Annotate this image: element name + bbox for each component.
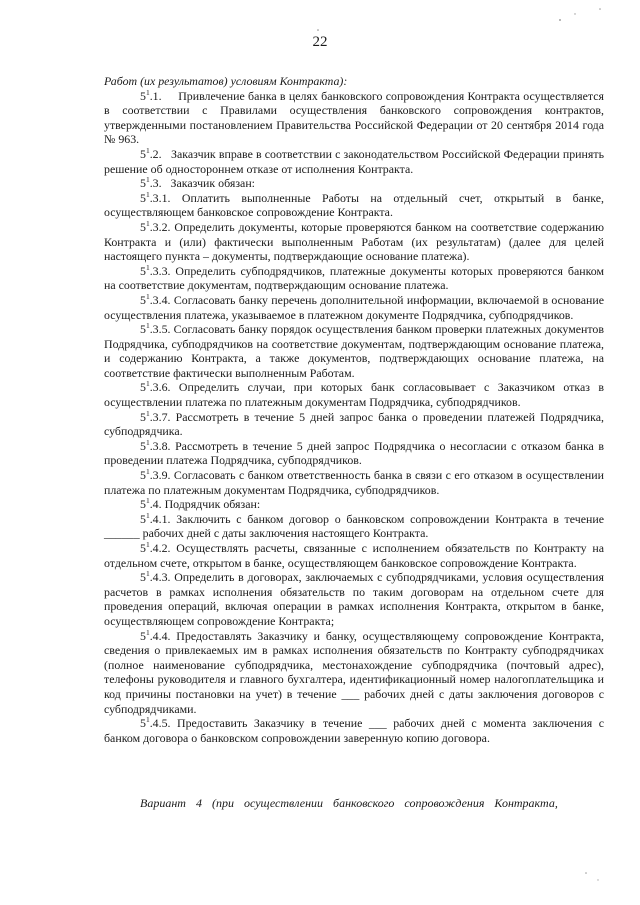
clause-number-suffix: .4.5. [149, 716, 171, 731]
clause-number: 5 [140, 716, 146, 731]
clause-number-suffix: .2. [149, 146, 162, 161]
clause-number-suffix: .4.3. [149, 570, 171, 585]
clause-number-superscript: 1 [145, 437, 150, 447]
page-number: 22 [312, 34, 328, 50]
clause-number-superscript: 1 [145, 715, 150, 725]
clause-text: Заключить с банком договор о банковском сопровождении Контракта в течение ______ рабочих дней с даты заключения настоящего Контракта. [104, 511, 607, 541]
clause-text: Определить документы, которые проверяются банком на соответствие содержанию Контракта и (или) фактически выполненным Работам (их результатам) (далее для целей настоящего пункта – документы, подтверждающие основание платежа). [104, 219, 607, 264]
clause-number-superscript: 1 [145, 510, 150, 520]
clause-number-superscript: 1 [145, 467, 150, 477]
clause-text: Заказчик обязан: [161, 176, 255, 191]
clause-number-superscript: 1 [145, 189, 150, 199]
clause-number-superscript: 1 [145, 379, 150, 389]
clause-number-superscript: 1 [145, 496, 150, 506]
clause-number-superscript: 1 [145, 540, 150, 549]
clause-number-suffix: .1. [149, 88, 162, 103]
clause-number-superscript: 1 [145, 262, 150, 272]
clause-text: Определить случаи, при которых банк согласовывает с Заказчиком отказ в осуществлении платежа по платежным документам Подрядчика, субподрядчиков. [104, 380, 607, 410]
clause-number-superscript: 1 [145, 218, 150, 228]
clause-number: 5 [140, 322, 146, 337]
clause-text: Рассмотреть в течение 5 дней запрос банка о проведении платежей Подрядчика, субподрядчика. [104, 409, 607, 439]
clause-number: 5 [140, 497, 146, 512]
clause-number-suffix: .3.3. [149, 263, 171, 278]
clause-number-suffix: .3.1. [149, 190, 171, 205]
clause-number: 5 [140, 409, 146, 424]
clause-number: 5 [140, 190, 146, 205]
clause-number: 5 [140, 468, 146, 483]
clause-number-superscript: 1 [145, 569, 150, 579]
clause-number-suffix: .3.8. [149, 438, 171, 453]
clause-number-suffix: .3. [149, 176, 162, 191]
clause-number-superscript: 1 [145, 627, 150, 637]
clause-number-suffix: .4.2. [149, 541, 171, 555]
clause-text: Предоставить Заказчику в течение ___ рабочих дней с момента заключения с банком договора о банковском сопровождении заверенную копию договора. [104, 716, 607, 745]
clause-text: Определить субподрядчиков, платежные документы которых проверяются банком на соответствие документам, подтверждающим основание платежа. [104, 263, 607, 293]
clause-number-superscript: 1 [145, 175, 150, 185]
clause-number-suffix: .3.6. [149, 380, 171, 395]
clause-number-suffix: .4.4. [149, 628, 171, 643]
clause-text: Согласовать банку перечень дополнительной информации, включаемой в основание осуществления платежа, указываемое в платежном документе Подрядчика, субподрядчиков. [104, 292, 607, 322]
clause-number-superscript: 1 [145, 145, 150, 155]
clause-number-suffix: .4.1. [149, 511, 171, 526]
clause-number-superscript: 1 [145, 291, 150, 301]
clause-number: 5 [140, 219, 146, 234]
clause-number-suffix: .3.9. [149, 468, 171, 483]
clause-text: Оплатить выполненные Работы на отдельный счет, открытый в банке, осуществляющем банковское сопровождение Контракта. [104, 190, 607, 220]
clause-number: 5 [140, 380, 146, 395]
clause-number-suffix: .3.4. [149, 292, 171, 307]
clause-number: 5 [140, 146, 146, 161]
clause-number: 5 [140, 541, 146, 555]
clause-text: Подрядчик обязан: [161, 497, 261, 512]
clause-number: 5 [140, 628, 146, 643]
clause-number: 5 [140, 88, 146, 103]
clause-number: 5 [140, 292, 146, 307]
clause-text: Осуществлять расчеты, связанные с исполнением обязательств по Контракту на отдельном счете, открытом в банке, осуществляющем банковское сопровождение Контракта. [104, 541, 607, 570]
clause-text: Согласовать с банком ответственность банка в связи с его отказом в осуществлении платежа по платежным документам Подрядчика, субподрядчиков. [104, 468, 607, 497]
clause-number: 5 [140, 511, 146, 526]
clause-number-suffix: .4. [149, 497, 162, 512]
clause-text: Предоставлять Заказчику и банку, осуществляющему сопровождение Контракта, сведения о привлекаемых им в рамках исполнения обязательств по Контракту субподрядчиках (полное наименование субподрядчика, местонахождение субподрядчика (почтовый адрес), телефоны руководителя и главного бухгалтера, идентификационный номер налогоплательщика и код причины постановки на учет) в течение ___ рабочих дней с даты заключения договоров с субподрядчиками. [104, 628, 607, 716]
clause-number: 5 [140, 263, 146, 278]
clause-number: 5 [140, 176, 146, 191]
clause-number: 5 [140, 570, 146, 585]
variant-line: Вариант 4 (при осуществлении банковского сопровождения Контракта, [140, 796, 558, 810]
intro-line: Работ (их результатов) условиям Контракта): [104, 74, 348, 88]
clause-number-suffix: .3.5. [149, 322, 171, 337]
clause-number-superscript: 1 [145, 87, 150, 97]
clause-number-suffix: .3.2. [149, 219, 171, 234]
clause-number-superscript: 1 [145, 408, 150, 418]
clause-number: 5 [140, 438, 146, 453]
clause-text: Согласовать банку порядок осуществления банком проверки платежных документов Подрядчика, субподрядчиков на соответствие документам, подтверждающим основание платежа, и содержанию Контракта, а также документов, подтверждающих основание платежа, на соответствие фактически выполненным Работам. [104, 322, 607, 380]
clause-number-superscript: 1 [145, 321, 150, 331]
clause-text: Рассмотреть в течение 5 дней запрос Подрядчика о несогласии с отказом банка в проведении платежа Подрядчика, субподрядчиков. [104, 438, 607, 468]
clause-number-suffix: .3.7. [149, 409, 171, 424]
clause-text: Заказчик вправе в соответствии с законодательством Российской Федерации принять решение об одностороннем отказе от исполнения Контракта. [104, 146, 607, 176]
clause-text: Привлечение банка в целях банковского сопровождения Контракта осуществляется в соответствии с Правилами осуществления банковского сопровождения контрактов, утвержденными постановлением Правительства Российской Федерации от 20 сентября 2014 года № 963. [104, 88, 607, 147]
clause-text: Определить в договорах, заключаемых с субподрядчиками, условия осуществления расчетов в рамках исполнения обязательств по таким договорам на отдельном счете для проведения операций, включая операции в рамках исполнения Контракта, открытом в банке, осуществляющем сопровождение Контракта; [104, 570, 607, 628]
